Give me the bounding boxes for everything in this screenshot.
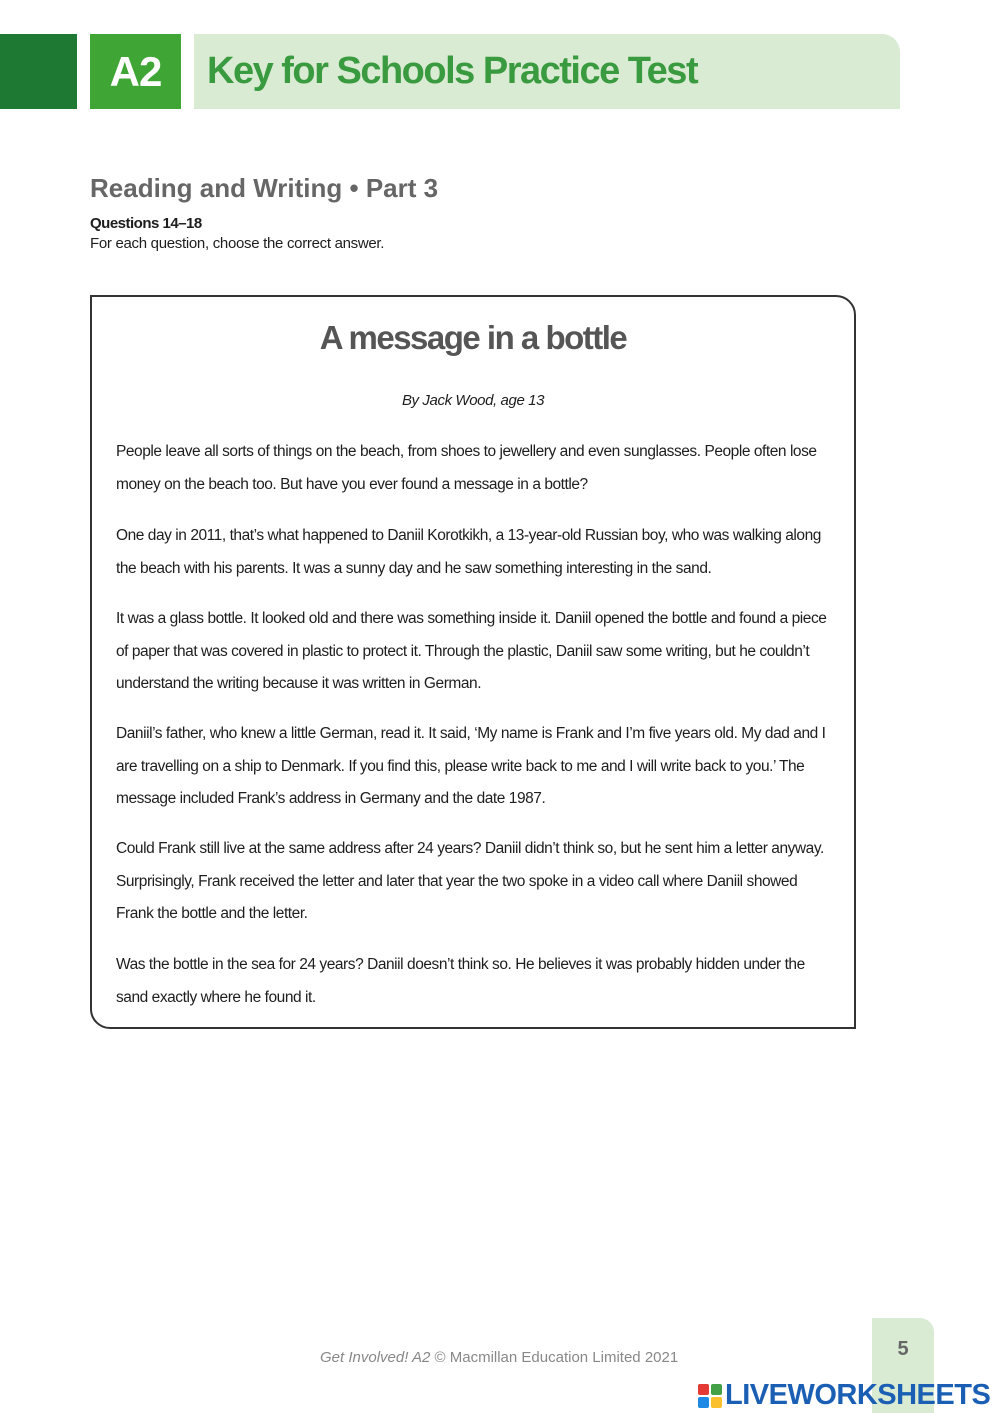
article-box — [90, 295, 856, 1029]
header-bar — [194, 34, 900, 109]
logo-square-icon — [711, 1397, 722, 1408]
article-paragraph: Could Frank still live at the same address after 24 years? Daniil didn’t think so, but he sent him a letter anyway. Surprisingly, Frank received the letter and later that year the two spoke in a video call where Daniil showed Frank the bottle and the letter. — [116, 840, 824, 922]
instruction-text: For each question, choose the correct answer. — [90, 235, 385, 252]
logo-square-icon — [698, 1384, 709, 1395]
test-title: Key for Schools Practice Test — [207, 50, 698, 92]
header-accent-block — [0, 34, 77, 109]
level-badge: A2 — [90, 34, 181, 109]
copyright-text: © Macmillan Education Limited 2021 — [430, 1349, 679, 1366]
liveworksheets-logo[interactable] — [698, 1379, 990, 1412]
page-number: 5 — [897, 1338, 909, 1360]
section-title: Reading and Writing • Part 3 — [90, 173, 439, 203]
book-title: Get Involved! A2 — [320, 1349, 431, 1366]
questions-range: Questions 14–18 — [90, 215, 202, 232]
article-paragraph: Daniil’s father, who knew a little German, read it. It said, ‘My name is Frank and I’m five years old. My dad and I are travelling on a ship to Denmark. If you find this, please write back to me and I will write back to you.’ The message included Frank’s address in Germany and the date 1987. — [116, 725, 826, 807]
article-byline: By Jack Wood, age 13 — [401, 392, 545, 409]
logo-square-icon — [698, 1397, 709, 1408]
article-paragraph: It was a glass bottle. It looked old and there was something inside it. Daniil opened the bottle and found a piece of paper that was covered in plastic to protect it. Through the plastic, Daniil saw some writing, but he couldn’t understand the writing because it was written in German. — [116, 610, 827, 692]
footer-credit — [320, 1349, 678, 1366]
article-title: A message in a bottle — [319, 319, 627, 356]
logo-square-icon — [711, 1384, 722, 1395]
article-paragraph: People leave all sorts of things on the beach, from shoes to jewellery and even sunglasses. People often lose money on the beach too. But have you ever found a message in a bottle? — [116, 443, 817, 493]
liveworksheets-icon — [698, 1384, 722, 1408]
liveworksheets-wordmark: LIVEWORKSHEETS — [725, 1379, 991, 1411]
article-paragraph: One day in 2011, that’s what happened to Daniil Korotkikh, a 13-year-old Russian boy, who was walking along the beach with his parents. It was a sunny day and he saw something interesting in the sand. — [116, 527, 821, 577]
article-paragraph: Was the bottle in the sea for 24 years? Daniil doesn’t think so. He believes it was probably hidden under the sand exactly where he found it. — [116, 956, 805, 1006]
